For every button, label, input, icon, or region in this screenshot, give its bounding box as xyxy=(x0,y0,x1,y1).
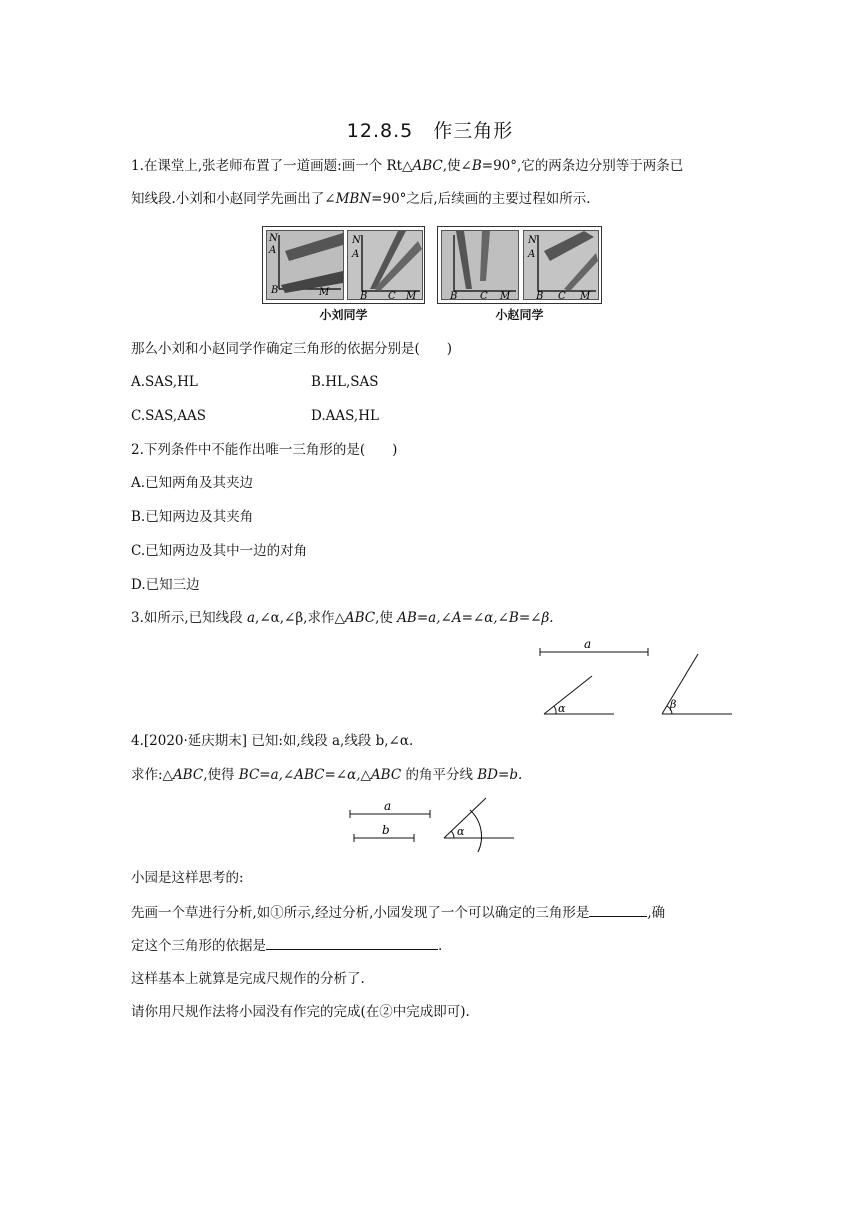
answer-blank-basis[interactable] xyxy=(266,935,438,950)
page-title: 12.8.5 作三角形 xyxy=(346,120,514,142)
q4-requirement xyxy=(131,765,522,785)
photo-label-n: N xyxy=(528,235,537,246)
q4-p2-tail: ,确 xyxy=(647,905,666,921)
photo-group-liu xyxy=(262,226,425,304)
q1-option-a: A.SAS,HL xyxy=(131,374,198,390)
photo-liu-2-drawing xyxy=(348,231,422,299)
photo-label-n: N xyxy=(352,235,361,246)
q3-text: 3.如所示,已知线段 xyxy=(131,610,247,626)
q2-option-a: A.已知两角及其夹边 xyxy=(131,475,254,491)
q4-angle-alpha xyxy=(444,798,514,852)
caption-liu: 小刘同学 xyxy=(319,308,368,322)
photo-zhao-2 xyxy=(523,230,599,300)
q3-text-mid: ,∠α,∠β,求作△ xyxy=(255,610,345,626)
photo-label-n: N xyxy=(269,233,278,244)
q1-text-end: =90°,它的两条边分别等于两条已 xyxy=(481,158,684,174)
q4-abc: ABC xyxy=(172,767,204,783)
photo-label-m: M xyxy=(500,291,511,299)
q1-option-b: B.HL,SAS xyxy=(311,374,379,390)
q4-p2-text: 先画一个草进行分析,如①所示,经过分析,小园发现了一个可以确定的三角形是 xyxy=(131,905,590,921)
q3-label-beta: β xyxy=(670,698,677,711)
q4-p3-text: 定这个三角形的依据是 xyxy=(131,938,266,954)
q4-paragraph-4: 这样基本上就算是完成尺规作的分析了. xyxy=(131,971,365,987)
q4-p3-tail: . xyxy=(438,938,443,954)
photo-label-b: B xyxy=(450,291,458,299)
q4-source-tag: 4.[2020·延庆期末] xyxy=(131,733,248,749)
q3-text-mid2: ,使 xyxy=(375,610,398,626)
q3-stem xyxy=(131,608,554,628)
answer-blank-triangle[interactable] xyxy=(589,902,647,917)
caption-zhao: 小赵同学 xyxy=(495,308,544,322)
photo-zhao-1 xyxy=(441,230,519,300)
q1-option-d: D.AAS,HL xyxy=(311,408,379,424)
q4-figure xyxy=(344,796,520,854)
photo-label-m: M xyxy=(580,291,591,299)
q3-label-a: a xyxy=(584,637,592,651)
photo-liu-1 xyxy=(266,230,344,300)
q1-stem-line1 xyxy=(131,156,683,176)
q4-paragraph-3 xyxy=(131,935,442,956)
q1-text2-end: =90°之后,后续画的主要过程如所示. xyxy=(371,191,591,207)
q4-paragraph-2 xyxy=(131,902,665,923)
q4-paragraph-5: 请你用尺规作法将小园没有作完的完成(在②中完成即可). xyxy=(131,1004,470,1020)
photo-label-b: B xyxy=(271,285,279,296)
photo-liu-1-drawing xyxy=(267,231,343,299)
q2-option-b: B.已知两边及其夹角 xyxy=(131,509,254,525)
photo-zhao-1-drawing xyxy=(442,231,518,299)
photo-label-b: B xyxy=(536,291,544,299)
photo-label-b: B xyxy=(360,291,368,299)
q2-option-d: D.已知三边 xyxy=(131,577,200,593)
q4-label-a: a xyxy=(384,799,392,813)
q1-text: 1.在课堂上,张老师布置了一道画题:画一个 Rt△ xyxy=(131,158,413,174)
q4-req-tail: 的角平分线 xyxy=(401,767,478,783)
photo-label-c: C xyxy=(558,291,566,299)
q4-stem xyxy=(131,731,413,751)
q4-segment-a xyxy=(350,799,430,818)
q3-figure xyxy=(530,636,740,720)
q4-req-cond: BC=a,∠ABC=∠α,△ABC xyxy=(238,767,402,783)
photo-label-a: A xyxy=(352,249,360,260)
q1-text2: 知线段.小刘和小赵同学先画出了∠ xyxy=(131,191,336,207)
photo-label-a: A xyxy=(269,245,277,256)
photo-label-m: M xyxy=(319,287,330,298)
q1-mbn: MBN xyxy=(335,191,372,207)
q2-stem: 2.下列条件中不能作出唯一三角形的是( ) xyxy=(131,442,398,458)
photo-label-c: C xyxy=(388,291,396,299)
photo-label-m: M xyxy=(406,291,417,299)
q1-abc: ABC xyxy=(412,158,443,174)
q4-paragraph-1: 小园是这样思考的: xyxy=(131,870,244,886)
q2-option-c: C.已知两边及其中一边的对角 xyxy=(131,543,308,559)
q1-stem-line2 xyxy=(131,189,591,209)
q4-label-b: b xyxy=(382,823,390,837)
photo-liu-2 xyxy=(347,230,423,300)
photo-zhao-2-drawing xyxy=(524,231,598,299)
q1-question: 那么小刘和小赵同学作确定三角形的依据分别是( ) xyxy=(131,341,453,357)
q3-segment-a xyxy=(540,637,648,656)
q4-text: 已知:如,线段 a,线段 b,∠α. xyxy=(247,733,414,749)
q4-label-alpha: α xyxy=(457,825,465,838)
q1-option-c: C.SAS,AAS xyxy=(131,408,206,424)
q4-req-text: 求作:△ xyxy=(131,767,173,783)
q1-angle-b: B xyxy=(471,158,482,174)
q3-label-alpha: α xyxy=(558,702,566,715)
q3-seg-a: a xyxy=(246,610,256,626)
q4-req-mid: ,使得 xyxy=(203,767,239,783)
q3-angle-alpha xyxy=(544,676,614,715)
q3-angle-beta xyxy=(662,654,732,714)
photo-label-a: A xyxy=(528,249,536,260)
q3-condition: AB=a,∠A=∠α,∠B=∠β. xyxy=(397,610,554,626)
q1-text-mid: ,使∠ xyxy=(442,158,472,174)
q4-bd: BD=b. xyxy=(477,767,523,783)
q3-abc: ABC xyxy=(344,610,376,626)
q4-segment-b xyxy=(354,823,414,842)
photo-label-c: C xyxy=(480,291,488,299)
photo-group-zhao xyxy=(437,226,602,304)
